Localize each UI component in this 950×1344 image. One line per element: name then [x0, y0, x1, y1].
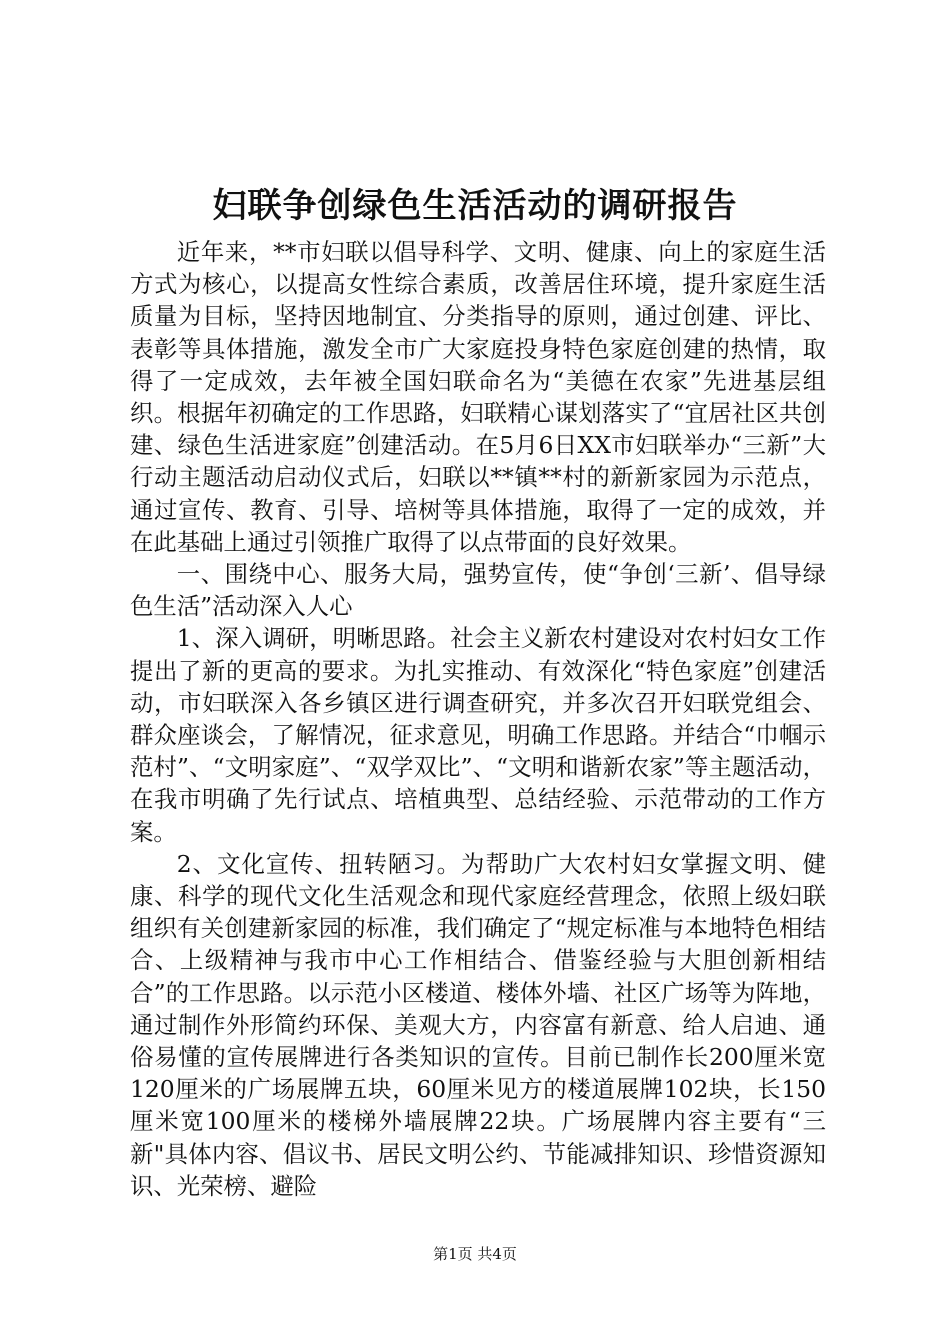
document-body — [130, 236, 826, 1202]
paragraph-intro: 近年来，**市妇联以倡导科学、文明、健康、向上的家庭生活方式为核心，以提高女性综合素质，改善居住环境，提升家庭生活质量为目标，坚持因地制宜、分类指导的原则，通过创建、评比、表彰等具体措施，激发全市广大家庭投身特色家庭创建的热情，取得了一定成效，去年被全国妇联命名为“美德在农家”先进基层组织。根据年初确定的工作思路，妇联精心谋划落实了“宜居社区共创建、绿色生活进家庭”创建活动。在5月6日XX市妇联举办“三新”大行动主题活动启动仪式后，妇联以**镇**村的新新家园为示范点，通过宣传、教育、引导、培树等具体措施，取得了一定的成效，并在此基础上通过引领推广取得了以点带面的良好效果。 — [130, 238, 826, 556]
page-footer: 第1页 共4页 — [433, 1245, 517, 1263]
paragraph-section-heading-1: 一、围绕中心、服务大局，强势宣传，使“争创‘三新’、倡导绿色生活”活动深入人心 — [130, 560, 826, 621]
document-title: 妇联争创绿色生活活动的调研报告 — [212, 186, 738, 226]
paragraph-item-2: 2、文化宣传、扭转陋习。为帮助广大农村妇女掌握文明、健康、科学的现代文化生活观念和现代家庭经营理念，依照上级妇联组织有关创建新家园的标准，我们确定了“规定标准与本地特色相结合、上级精神与我市中心工作相结合、借鉴经验与大胆创新相结合”的工作思路。以示范小区楼道、楼体外墙、社区广场等为阵地，通过制作外形简约环保、美观大方，内容富有新意、给人启迪、通俗易懂的宣传展牌进行各类知识的宣传。目前已制作长200厘米宽120厘米的广场展牌五块，60厘米见方的楼道展牌102块，长150厘米宽100厘米的楼梯外墙展牌22块。广场展牌内容主要有“三新"具体内容、倡议书、居民文明公约、节能减排知识、珍惜资源知识、光荣榜、避险 — [130, 849, 826, 1200]
paragraph-item-1: 1、深入调研，明晰思路。社会主义新农村建设对农村妇女工作提出了新的更高的要求。为扎实推动、有效深化“特色家庭”创建活动，市妇联深入各乡镇区进行调查研究，并多次召开妇联党组会、群众座谈会，了解情况，征求意见，明确工作思路。并结合“巾帼示范村”、“文明家庭”、“双学双比”、“文明和谐新农家”等主题活动，在我市明确了先行试点、培植典型、总结经验、示范带动的工作方案。 — [130, 624, 826, 846]
